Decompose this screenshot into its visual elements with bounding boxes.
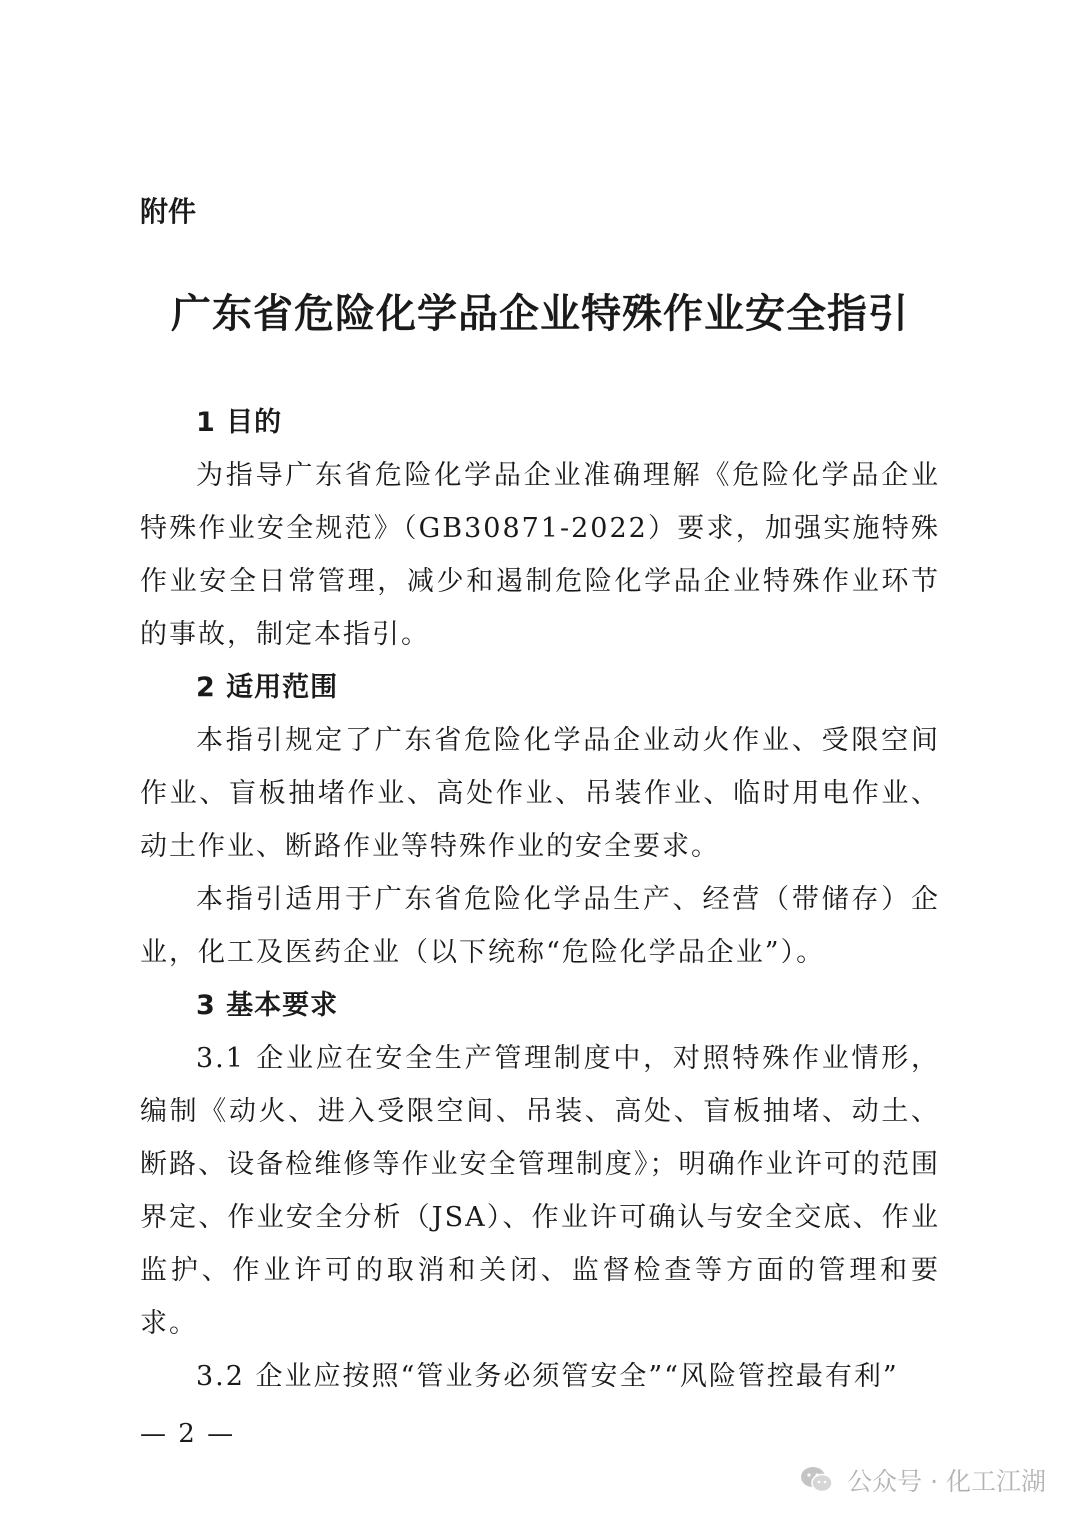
- document-body: [140, 396, 940, 1403]
- paragraph: 为指导广东省危险化学品企业准确理解《危险化学品企业特殊作业安全规范》（GB30871-2022）要求，加强实施特殊作业安全日常管理，减少和遏制危险化学品企业特殊作业环节的事故，制定本指引。: [140, 460, 940, 650]
- document-title: 广东省危险化学品企业特殊作业安全指引: [171, 290, 909, 337]
- watermark: [799, 1462, 1046, 1498]
- wechat-icon: [799, 1465, 835, 1495]
- attachment-label: 附件: [140, 195, 197, 228]
- watermark-text: 公众号 · 化工江湖: [847, 1467, 1046, 1496]
- paragraph: 3.1 企业应在安全生产管理制度中，对照特殊作业情形，编制《动火、进入受限空间、吊装、高处、盲板抽堵、动土、断路、设备检维修等作业安全管理制度》；明确作业许可的范围界定、作业安全分析（JSA）、作业许可确认与安全交底、作业监护、作业许可的取消和关闭、监督检查等方面的管理和要求。: [140, 1043, 940, 1339]
- paragraph: 本指引适用于广东省危险化学品生产、经营（带储存）企业，化工及医药企业（以下统称“危险化学品企业”）。: [140, 884, 940, 968]
- page-number: — 2 —: [140, 1419, 236, 1449]
- paragraph: 3.2 企业应按照“管业务必须管安全”“风险管控最有利”: [196, 1361, 899, 1392]
- section-heading-scope: 2 适用范围: [196, 672, 339, 703]
- paragraph: 本指引规定了广东省危险化学品企业动火作业、受限空间作业、盲板抽堵作业、高处作业、吊装作业、临时用电作业、动土作业、断路作业等特殊作业的安全要求。: [140, 725, 940, 862]
- section-heading-basic-requirements: 3 基本要求: [196, 990, 339, 1021]
- section-heading-purpose: 1 目的: [196, 407, 283, 438]
